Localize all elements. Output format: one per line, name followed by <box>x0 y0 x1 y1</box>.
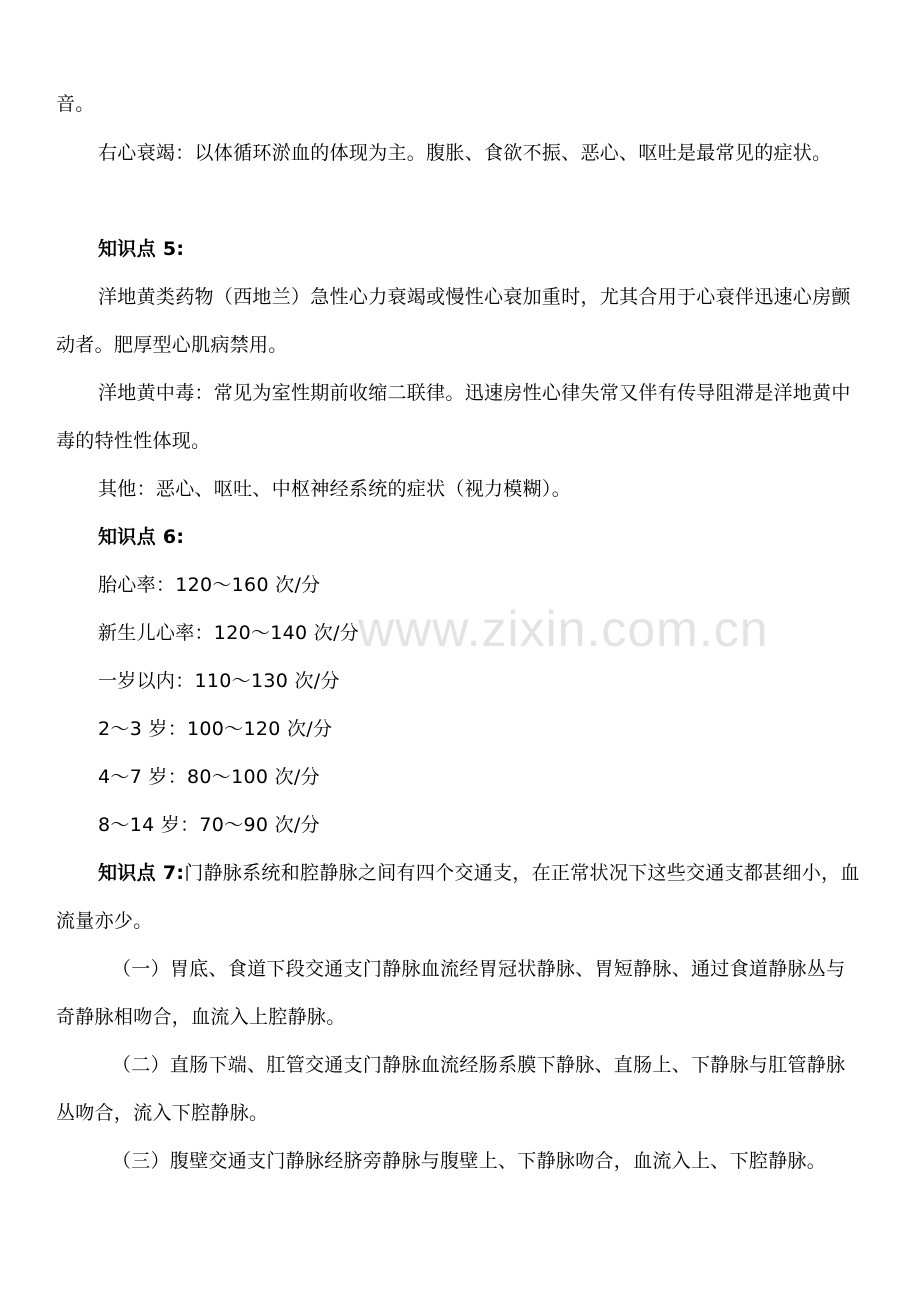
paragraph-anastomosis-1: （一）胃底、食道下段交通支门静脉血流经胃冠状静脉、胃短静脉、通过食道静脉丛与奇静脉相吻合，血流入上腔静脉。 <box>56 958 846 1028</box>
paragraph-digitalis-drugs: 洋地黄类药物（西地兰）急性心力衰竭或慢性心衰加重时，尤其合用于心衰伴迅速心房颤动者。肥厚型心肌病禁用。 <box>56 286 851 356</box>
heart-rate-newborn: 新生儿心率：120～140 次/分 <box>98 622 360 644</box>
heart-rate-age-2-3: 2～3 岁：100～120 次/分 <box>98 718 333 740</box>
paragraph-knowledge-point-7 <box>56 849 864 945</box>
paragraph-digitalis-toxicity: 洋地黄中毒：常见为室性期前收缩二联律。迅速房性心律失常又伴有传导阻滞是洋地黄中毒的特性性体现。 <box>56 382 851 452</box>
heart-rate-infant: 一岁以内：110～130 次/分 <box>98 670 340 692</box>
paragraph-right-heart-failure: 右心衰竭：以体循环淤血的体现为主。腹胀、食欲不振、恶心、呕吐是最常见的症状。 <box>98 142 832 164</box>
paragraph-anastomosis-3: （三）腹壁交通支门静脉经脐旁静脉与腹壁上、下静脉吻合，血流入上、下腔静脉。 <box>112 1150 827 1172</box>
heading-knowledge-point-6: 知识点 6: <box>98 526 185 548</box>
heading-knowledge-point-5: 知识点 5: <box>98 238 185 260</box>
paragraph-continuation: 音。 <box>56 93 95 115</box>
paragraph-anastomosis-2: （二）直肠下端、肛管交通支门静脉血流经肠系膜下静脉、直肠上、下静脉与肛管静脉丛吻合，流入下腔静脉。 <box>56 1054 846 1124</box>
heart-rate-fetal: 胎心率：120～160 次/分 <box>98 574 321 596</box>
heart-rate-age-8-14: 8～14 岁：70～90 次/分 <box>98 814 320 836</box>
paragraph-other-symptoms: 其他：恶心、呕吐、中枢神经系统的症状（视力模糊）。 <box>98 478 572 500</box>
heart-rate-age-4-7: 4～7 岁：80～100 次/分 <box>98 766 320 788</box>
paragraph-portal-caval-anastomoses: 门静脉系统和腔静脉之间有四个交通支，在正常状况下这些交通支都甚细小，血流量亦少。 <box>56 862 860 932</box>
heading-knowledge-point-7: 知识点 7: <box>98 862 185 884</box>
watermark: www.zixin.com.cn <box>358 601 769 657</box>
